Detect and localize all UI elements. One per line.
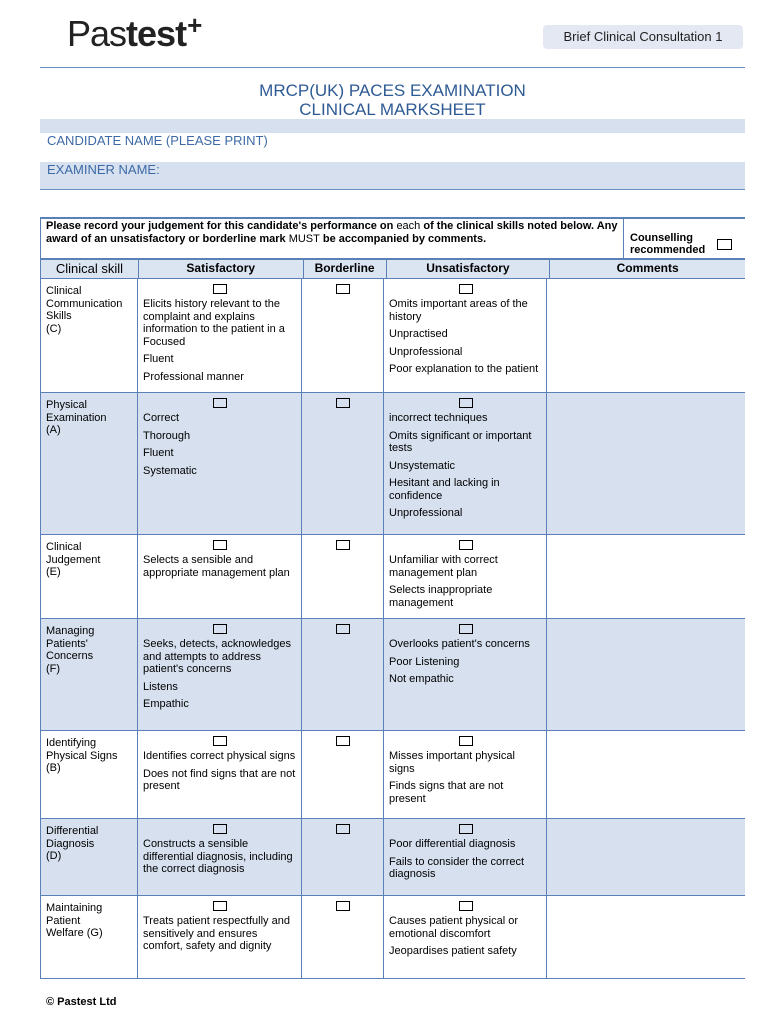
unsatisfactory-descriptor: Unprofessional xyxy=(389,345,463,358)
unsatisfactory-checkbox[interactable] xyxy=(459,736,473,746)
unsatisfactory-checkbox[interactable] xyxy=(459,284,473,294)
header-divider xyxy=(40,67,745,68)
logo-plus: + xyxy=(187,10,202,40)
instructions-row xyxy=(40,217,745,258)
borderline-cell xyxy=(302,619,384,730)
skill-label-line: Physical Signs xyxy=(46,749,118,762)
unsatisfactory-checkbox[interactable] xyxy=(459,901,473,911)
borderline-cell xyxy=(302,731,384,818)
skill-label-line: Clinical xyxy=(46,541,82,553)
satisfactory-descriptor: Seeks, detects, acknowledges and attempts to address patient's concerns xyxy=(143,638,291,675)
skill-cell xyxy=(41,279,138,392)
skill-label-line: Managing xyxy=(46,625,95,637)
skill-label-line: (B) xyxy=(46,762,61,774)
satisfactory-cell xyxy=(138,819,302,895)
skill-cell xyxy=(41,819,138,895)
skill-cell xyxy=(41,393,138,534)
skill-label-line: Maintaining xyxy=(46,902,103,914)
col-unsatisfactory: Unsatisfactory xyxy=(387,260,551,278)
satisfactory-cell xyxy=(138,393,302,534)
unsatisfactory-descriptor: Fails to consider the correct diagnosis xyxy=(389,855,525,880)
table-row xyxy=(40,731,745,819)
satisfactory-descriptor: Does not find signs that are not present xyxy=(143,767,296,792)
satisfactory-checkbox[interactable] xyxy=(213,901,227,911)
unsatisfactory-descriptor: Unpractised xyxy=(389,328,448,340)
examiner-name-label: EXAMINER NAME: xyxy=(47,162,160,177)
skill-cell xyxy=(41,731,138,818)
unsatisfactory-checkbox[interactable] xyxy=(459,540,473,550)
marksheet-form xyxy=(40,217,745,979)
instructions-part2: each xyxy=(396,220,421,232)
satisfactory-descriptor: Correct xyxy=(143,412,180,424)
satisfactory-descriptor: Fluent xyxy=(143,447,174,459)
unsatisfactory-descriptor: Poor differential diagnosis xyxy=(389,838,516,850)
satisfactory-cell xyxy=(138,535,302,618)
satisfactory-descriptor: Selects a sensible and appropriate management plan xyxy=(143,554,290,579)
satisfactory-checkbox[interactable] xyxy=(213,284,227,294)
comments-cell[interactable] xyxy=(547,619,742,730)
skill-label-line: Examination xyxy=(46,411,107,424)
skill-label-line: Identifying xyxy=(46,737,97,749)
unsatisfactory-descriptor: Finds signs that are not present xyxy=(389,780,504,805)
borderline-checkbox[interactable] xyxy=(336,624,350,634)
unsatisfactory-cell xyxy=(384,731,547,818)
borderline-cell xyxy=(302,393,384,534)
satisfactory-cell xyxy=(138,619,302,730)
unsatisfactory-checkbox[interactable] xyxy=(459,824,473,834)
satisfactory-descriptor: Constructs a sensible differential diagnosis, including the correct diagnosis xyxy=(143,838,293,875)
borderline-cell xyxy=(302,279,384,392)
candidate-name-label: CANDIDATE NAME (PLEASE PRINT) xyxy=(47,133,268,148)
instructions-part4: MUST xyxy=(288,233,320,245)
examiner-name-field[interactable] xyxy=(40,162,745,190)
satisfactory-descriptor: Fluent xyxy=(143,353,174,365)
satisfactory-descriptor: Elicits history relevant to the complaint and explains information to the patient in a Focused xyxy=(143,298,285,348)
satisfactory-descriptor: Identifies correct physical signs xyxy=(143,750,296,762)
page-title: MRCP(UK) PACES EXAMINATION xyxy=(259,81,526,100)
borderline-checkbox[interactable] xyxy=(336,736,350,746)
unsatisfactory-descriptor: Misses important physical signs xyxy=(389,750,515,775)
unsatisfactory-descriptor: Not empathic xyxy=(389,673,454,685)
unsatisfactory-descriptor: Unsystematic xyxy=(389,459,456,472)
unsatisfactory-descriptor: incorrect techniques xyxy=(389,412,488,424)
instructions-text xyxy=(46,220,621,246)
satisfactory-checkbox[interactable] xyxy=(213,824,227,834)
skill-cell xyxy=(41,896,138,978)
unsatisfactory-cell xyxy=(384,535,547,618)
unsatisfactory-cell xyxy=(384,896,547,978)
unsatisfactory-descriptor: Omits significant or important tests xyxy=(389,429,532,454)
instructions-part3: of the clinical skills noted below. Any award of an unsatisfactory or borderline mark xyxy=(46,220,618,245)
skill-label-line: Clinical xyxy=(46,285,82,297)
logo-text-bold: test xyxy=(126,13,187,54)
counselling-label: Counselling recommended xyxy=(630,232,706,256)
skill-label-line: Judgement xyxy=(46,553,101,566)
comments-cell[interactable] xyxy=(547,535,742,618)
col-skill: Clinical skill xyxy=(41,260,139,278)
unsatisfactory-cell xyxy=(384,819,547,895)
unsatisfactory-cell xyxy=(384,279,547,392)
comments-cell[interactable] xyxy=(547,393,742,534)
skill-label-line: (D) xyxy=(46,850,62,862)
table-row xyxy=(40,279,745,393)
unsatisfactory-descriptor: Unfamiliar with correct management plan xyxy=(389,554,498,579)
skill-label-line: Skills xyxy=(46,310,72,322)
unsatisfactory-descriptor: Unprofessional xyxy=(389,507,463,519)
borderline-cell xyxy=(302,535,384,618)
col-comments: Comments xyxy=(616,261,679,275)
borderline-checkbox[interactable] xyxy=(336,540,350,550)
skill-label-line: Concerns xyxy=(46,650,94,662)
copyright-footer: © Pastest Ltd xyxy=(46,996,117,1008)
borderline-checkbox[interactable] xyxy=(336,398,350,408)
pastest-logo xyxy=(67,10,202,57)
table-row xyxy=(40,535,745,619)
unsatisfactory-cell xyxy=(384,619,547,730)
satisfactory-checkbox[interactable] xyxy=(213,736,227,746)
unsatisfactory-descriptor: Selects inappropriate management xyxy=(389,584,493,609)
borderline-cell xyxy=(302,896,384,978)
satisfactory-cell xyxy=(138,896,302,978)
unsatisfactory-checkbox[interactable] xyxy=(459,624,473,634)
satisfactory-descriptor: Treats patient respectfully and sensitively and ensures comfort, safety and dignity xyxy=(143,915,290,952)
skill-label-line: Patient xyxy=(46,914,81,927)
skill-label-line: Physical xyxy=(46,399,87,411)
counselling-cell xyxy=(623,219,747,258)
table-header xyxy=(40,258,745,279)
counselling-checkbox[interactable] xyxy=(717,239,732,250)
satisfactory-cell xyxy=(138,731,302,818)
satisfactory-checkbox[interactable] xyxy=(213,540,227,550)
skill-label-line: (A) xyxy=(46,424,61,436)
station-badge: Brief Clinical Consultation 1 xyxy=(543,25,743,49)
satisfactory-descriptor: Empathic xyxy=(143,698,189,710)
table-row xyxy=(40,819,745,896)
col-borderline: Borderline xyxy=(304,260,387,278)
logo-text-light: Pas xyxy=(67,13,127,54)
skill-label-line: Patients' xyxy=(46,637,88,650)
comments-cell[interactable] xyxy=(547,731,742,818)
skill-label-line: (C) xyxy=(46,322,62,335)
borderline-checkbox[interactable] xyxy=(336,284,350,294)
table-row xyxy=(40,619,745,731)
satisfactory-descriptor: Systematic xyxy=(143,464,197,477)
skill-cell xyxy=(41,619,138,730)
page-subtitle: CLINICAL MARKSHEET xyxy=(299,100,486,119)
instructions-part1: Please record your judgement for this candidate's performance on xyxy=(46,220,397,232)
satisfactory-descriptor: Thorough xyxy=(143,429,191,442)
comments-cell[interactable] xyxy=(547,819,742,895)
skill-label-line: (E) xyxy=(46,566,61,578)
skill-cell xyxy=(41,535,138,618)
unsatisfactory-descriptor: Poor Listening xyxy=(389,655,460,668)
satisfactory-cell xyxy=(138,279,302,392)
unsatisfactory-descriptor: Causes patient physical or emotional discomfort xyxy=(389,915,519,940)
skill-label-line: Diagnosis xyxy=(46,837,95,850)
unsatisfactory-descriptor: Omits important areas of the history xyxy=(389,298,528,323)
unsatisfactory-cell xyxy=(384,393,547,534)
skill-label-line: Differential xyxy=(46,825,99,837)
skill-label-line: Communication xyxy=(46,297,123,310)
candidate-bar xyxy=(40,119,745,133)
unsatisfactory-checkbox[interactable] xyxy=(459,398,473,408)
skill-label-line: Welfare (G) xyxy=(46,927,103,939)
unsatisfactory-descriptor: Hesitant and lacking in confidence xyxy=(389,477,500,502)
unsatisfactory-descriptor: Overlooks patient's concerns xyxy=(389,638,530,650)
satisfactory-descriptor: Professional manner xyxy=(143,370,244,383)
table-row xyxy=(40,393,745,535)
unsatisfactory-descriptor: Jeopardises patient safety xyxy=(389,945,517,957)
borderline-checkbox[interactable] xyxy=(336,824,350,834)
unsatisfactory-descriptor: Poor explanation to the patient xyxy=(389,363,539,375)
borderline-cell xyxy=(302,819,384,895)
col-satisfactory: Satisfactory xyxy=(139,260,304,278)
skill-label-line: (F) xyxy=(46,662,61,675)
borderline-checkbox[interactable] xyxy=(336,901,350,911)
satisfactory-descriptor: Listens xyxy=(143,680,178,693)
satisfactory-checkbox[interactable] xyxy=(213,398,227,408)
comments-cell[interactable] xyxy=(547,896,742,978)
comments-cell[interactable] xyxy=(547,279,742,392)
instructions-part5: be accompanied by comments. xyxy=(319,233,487,245)
table-body xyxy=(40,279,745,979)
satisfactory-checkbox[interactable] xyxy=(213,624,227,634)
table-row xyxy=(40,896,745,979)
